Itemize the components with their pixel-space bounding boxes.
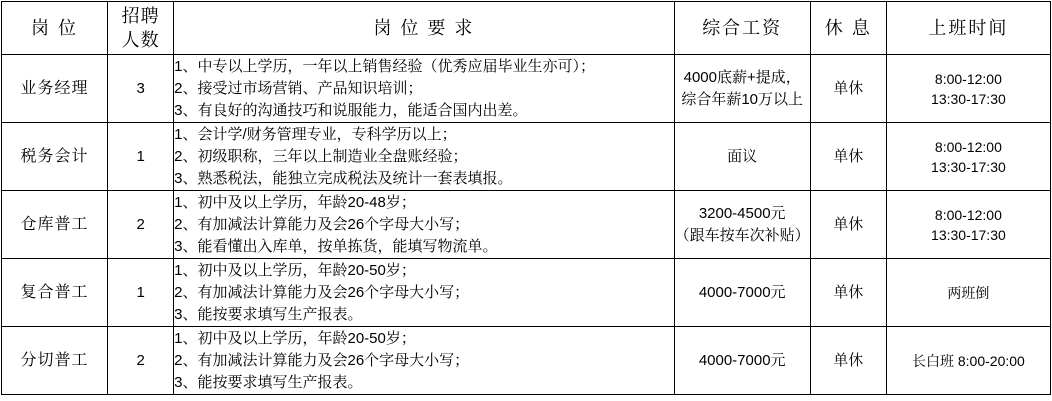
table-row (2, 327, 1051, 395)
cell-requirements (174, 191, 674, 259)
header-work-time: 上班时间 (886, 2, 1050, 55)
requirement-line: 1、中专以上学历，一年以上销售经验（优秀应届毕业生亦可）； (174, 57, 596, 75)
work-time-line: 13:30-17:30 (931, 226, 1006, 243)
header-requirements: 岗 位 要 求 (174, 2, 674, 55)
cell-work-time (886, 191, 1050, 259)
cell-rest: 单休 (810, 327, 886, 395)
cell-requirements (174, 327, 674, 395)
table-header (2, 2, 1051, 55)
work-time-line: 13:30-17:30 (931, 158, 1006, 175)
salary-line: 4000底薪+提成， (683, 68, 801, 86)
cell-requirements (174, 259, 674, 327)
cell-work-time (886, 259, 1050, 327)
table-body (2, 55, 1051, 395)
cell-position: 复合普工 (2, 259, 108, 327)
work-time-line: 13:30-17:30 (931, 90, 1006, 107)
salary-line: 综合年薪10万以上 (681, 90, 804, 108)
cell-rest: 单休 (810, 191, 886, 259)
job-listing-table (1, 1, 1051, 395)
requirement-line: 3、能按要求填写生产报表。 (174, 373, 363, 391)
work-time-line: 长白班 8:00-20:00 (911, 352, 1025, 369)
requirement-line: 2、接受过市场营销、产品知识培训； (174, 79, 423, 97)
cell-rest: 单休 (810, 123, 886, 191)
requirement-line: 1、初中及以上学历，年龄20-50岁； (174, 329, 416, 347)
cell-count: 1 (108, 259, 174, 327)
requirement-line: 1、初中及以上学历，年龄20-50岁； (174, 261, 416, 279)
cell-rest: 单休 (810, 259, 886, 327)
requirement-line: 1、会计学/财务管理专业，专科学历以上； (174, 125, 457, 143)
table-row (2, 123, 1051, 191)
salary-line: （跟车按车次补贴） (674, 226, 810, 244)
table-row (2, 259, 1051, 327)
requirement-line: 3、能看懂出入库单，按单拣货，能填写物流单。 (174, 237, 498, 255)
salary-line: 面议 (727, 147, 758, 165)
cell-requirements (174, 123, 674, 191)
header-count-line2: 人数 (121, 30, 160, 50)
requirement-line: 3、能按要求填写生产报表。 (174, 305, 363, 323)
salary-line: 3200-4500元 (698, 204, 786, 222)
salary-line: 4000-7000元 (698, 351, 786, 369)
header-rest: 休 息 (810, 2, 886, 55)
cell-position: 税务会计 (2, 123, 108, 191)
header-salary: 综合工资 (674, 2, 810, 55)
header-position: 岗 位 (2, 2, 108, 55)
cell-position: 业务经理 (2, 55, 108, 123)
cell-work-time (886, 327, 1050, 395)
cell-count: 1 (108, 123, 174, 191)
requirement-line: 2、有加减法计算能力及会26个字母大小写； (174, 283, 470, 301)
cell-count: 2 (108, 191, 174, 259)
salary-line: 4000-7000元 (698, 283, 786, 301)
table-header-row (2, 2, 1051, 55)
cell-requirements (174, 55, 674, 123)
cell-work-time (886, 55, 1050, 123)
requirement-line: 3、熟悉税法，能独立完成税法及统计一套表填报。 (174, 169, 513, 187)
requirement-line: 2、有加减法计算能力及会26个字母大小写； (174, 215, 470, 233)
cell-salary (674, 259, 810, 327)
cell-count: 3 (108, 55, 174, 123)
header-count-line1: 招聘 (121, 6, 160, 26)
table-row (2, 191, 1051, 259)
work-time-line: 8:00-12:00 (934, 206, 1002, 223)
requirement-line: 1、初中及以上学历，年龄20-48岁； (174, 193, 416, 211)
work-time-line: 8:00-12:00 (934, 138, 1002, 155)
work-time-line: 两班倒 (947, 284, 990, 301)
cell-salary (674, 123, 810, 191)
cell-work-time (886, 123, 1050, 191)
cell-salary (674, 327, 810, 395)
cell-position: 仓库普工 (2, 191, 108, 259)
cell-position: 分切普工 (2, 327, 108, 395)
cell-salary (674, 55, 810, 123)
cell-rest: 单休 (810, 55, 886, 123)
cell-count: 2 (108, 327, 174, 395)
cell-salary (674, 191, 810, 259)
requirement-line: 3、有良好的沟通技巧和说服能力，能适合国内出差。 (174, 101, 528, 119)
requirement-line: 2、初级职称，三年以上制造业全盘账经验； (174, 147, 468, 165)
header-count (108, 2, 174, 55)
work-time-line: 8:00-12:00 (934, 70, 1002, 87)
table-row (2, 55, 1051, 123)
requirement-line: 2、有加减法计算能力及会26个字母大小写； (174, 351, 470, 369)
